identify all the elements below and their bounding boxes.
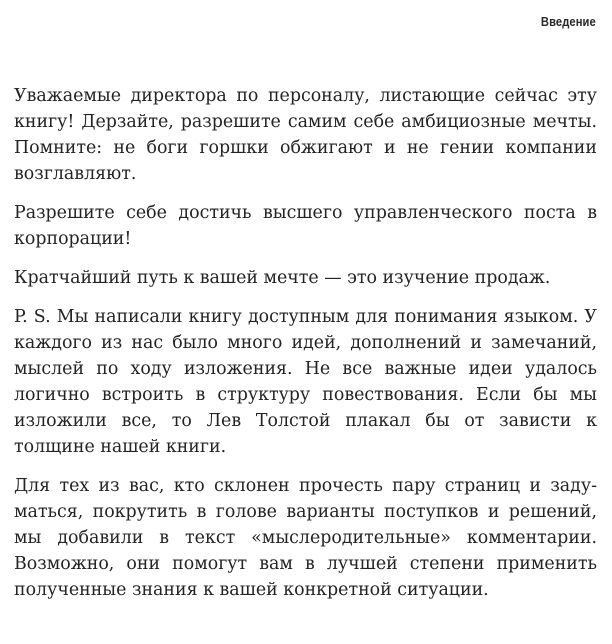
paragraph-top-post: Разрешите себе достичь высшего управленческого поста в корпорации!: [14, 203, 597, 249]
page-body: [14, 83, 597, 603]
paragraph-address-hr-directors: Уважаемые директора по персоналу, листающие сейчас эту книгу! Дерзайте, разрешите самим себе амбициозные мечты. Помните: не боги горшки обжигают и не гении компании возглавляют.: [14, 86, 597, 184]
running-header: Введение: [541, 14, 596, 29]
paragraph-comments-note: Для тех из вас, кто склонен прочесть пару страниц и задуматься, покрутить в голове варианты поступков и решений, мы добавили в текст «мыслеродительные» комментарии. Возможно, они помогут вам в лучшей степени применить полученные знания к вашей конкретной ситуации.: [14, 476, 597, 600]
paragraph-sales-path: Кратчайший путь к вашей мечте — это изучение продаж.: [14, 268, 551, 288]
paragraph-postscript: P. S. Мы написали книгу доступным для понимания языком. У каждого из нас было много идей, дополнений и замечаний, мыслей по ходу изложения. Не все важные идеи удалось логично встроить в структуру повествования. Если бы мы изложили все, то Лев Толстой плакал бы от зависти к толщине нашей книги.: [14, 307, 597, 457]
